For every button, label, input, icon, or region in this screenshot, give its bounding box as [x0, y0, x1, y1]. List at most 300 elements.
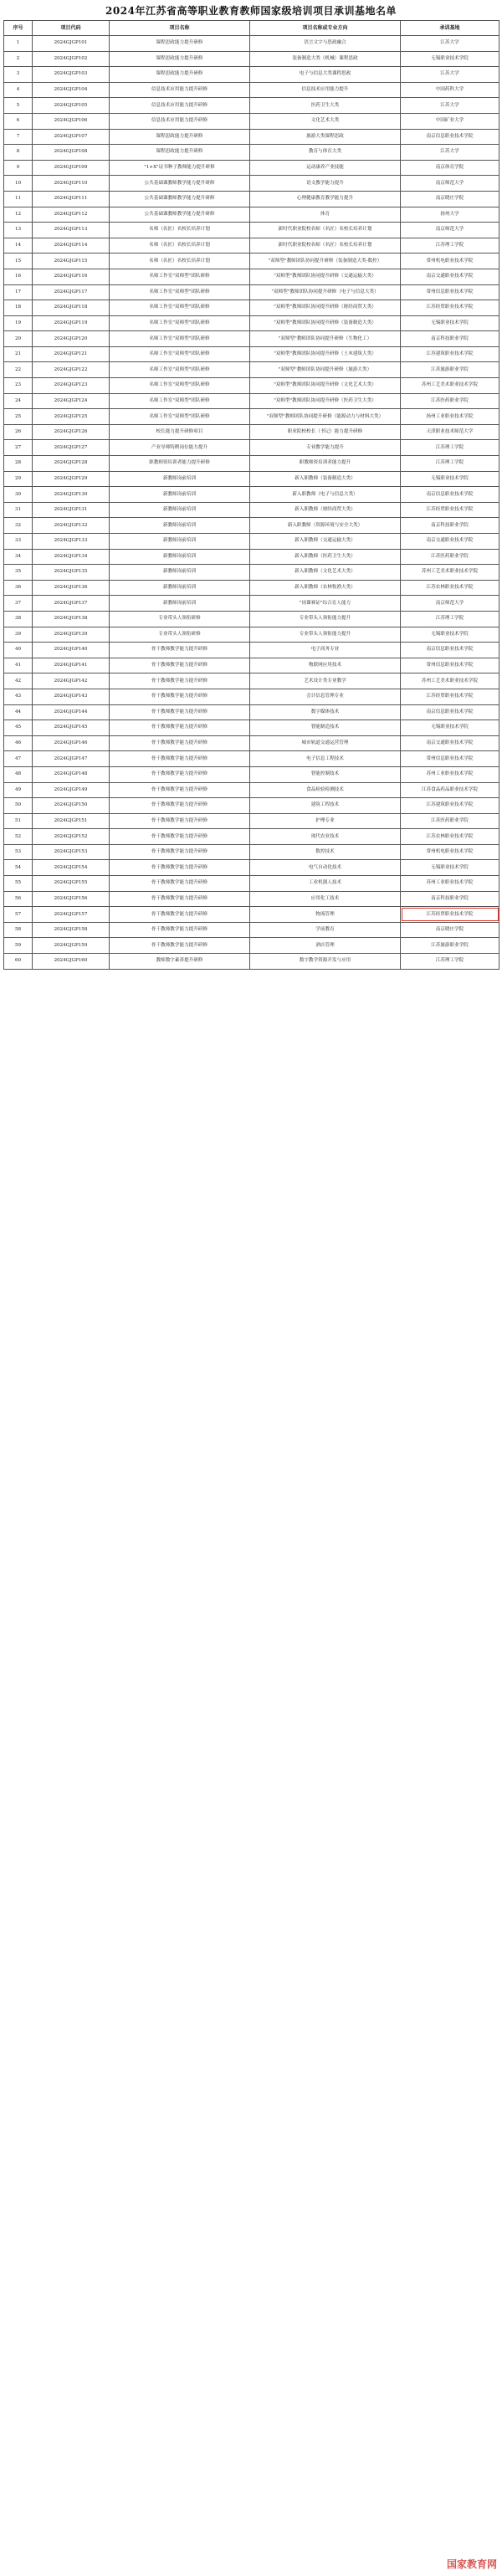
cell-base: 江苏建筑职业技术学院 — [401, 798, 499, 814]
table-row — [4, 518, 499, 534]
cell-base: 江苏大学 — [401, 36, 499, 52]
cell-direction: 城市轨道交通运营管理 — [250, 735, 401, 751]
cell-direction: 数字媒体技术 — [250, 704, 401, 720]
cell-code: 2024GJGP150 — [33, 798, 110, 814]
table-row — [4, 487, 499, 503]
table-row — [4, 751, 499, 767]
cell-base: 常州信息职业技术学院 — [401, 284, 499, 300]
cell-code: 2024GJGP157 — [33, 907, 110, 923]
cell-index: 12 — [4, 207, 33, 223]
cell-project: 骨干教师教学能力提升研修 — [110, 673, 250, 689]
cell-index: 32 — [4, 518, 33, 534]
table-row — [4, 549, 499, 565]
cell-project: 新教师岗前培训 — [110, 534, 250, 550]
table-row — [4, 658, 499, 673]
cell-base: 南京师范大学 — [401, 176, 499, 192]
cell-index: 41 — [4, 658, 33, 673]
table-row — [4, 160, 499, 176]
cell-code: 2024GJGP137 — [33, 596, 110, 612]
cell-project: 名师工作室"双师型"团队研修 — [110, 331, 250, 347]
cell-base: 江苏经贸职业技术学院 — [401, 300, 499, 316]
cell-direction: 新入职教师（装备制造大类） — [250, 471, 401, 487]
cell-index: 46 — [4, 735, 33, 751]
table-row — [4, 456, 499, 472]
table-row — [4, 36, 499, 52]
cell-project: 新教师岗前培训 — [110, 565, 250, 581]
cell-code: 2024GJGP129 — [33, 471, 110, 487]
cell-direction: "双师型"教师团队协同提升研修（交通运输大类） — [250, 269, 401, 284]
cell-project: 课程思政能力提升研修 — [110, 129, 250, 145]
cell-code: 2024GJGP126 — [33, 424, 110, 440]
cell-index: 29 — [4, 471, 33, 487]
table-row — [4, 346, 499, 362]
table-header-row — [4, 21, 499, 36]
cell-index: 21 — [4, 346, 33, 362]
cell-index: 4 — [4, 82, 33, 98]
cell-direction: 新时代职业院校名师（名匠）名校长培养计划 — [250, 238, 401, 254]
cell-index: 30 — [4, 487, 33, 503]
table-row — [4, 331, 499, 347]
cell-index: 5 — [4, 98, 33, 114]
cell-code: 2024GJGP140 — [33, 643, 110, 658]
cell-index: 37 — [4, 596, 33, 612]
cell-code: 2024GJGP138 — [33, 611, 110, 627]
cell-base: 江苏医药职业学院 — [401, 393, 499, 409]
cell-base: 江苏医药职业学院 — [401, 549, 499, 565]
cell-direction: "双师型"教师团队协同提升研修（旅游大类） — [250, 362, 401, 378]
cell-code: 2024GJGP115 — [33, 254, 110, 269]
cell-project: 骨干教师教学能力提升研修 — [110, 782, 250, 798]
cell-index: 24 — [4, 393, 33, 409]
table-row — [4, 145, 499, 161]
cell-code: 2024GJGP130 — [33, 487, 110, 503]
table-row — [4, 565, 499, 581]
table-row — [4, 378, 499, 394]
cell-index: 17 — [4, 284, 33, 300]
cell-project: 新教师岗前培训 — [110, 487, 250, 503]
cell-index: 3 — [4, 67, 33, 83]
table-row — [4, 844, 499, 860]
table-row — [4, 643, 499, 658]
cell-base: 苏州工业职业技术学院 — [401, 766, 499, 782]
table-row — [4, 113, 499, 129]
cell-code: 2024GJGP128 — [33, 456, 110, 472]
cell-base: 江苏大学 — [401, 145, 499, 161]
cell-project: 课程思政能力提升研修 — [110, 145, 250, 161]
table-row — [4, 876, 499, 892]
cell-index: 47 — [4, 751, 33, 767]
table-row — [4, 471, 499, 487]
cell-index: 8 — [4, 145, 33, 161]
cell-project: 名师（名匠）名校长培养计划 — [110, 254, 250, 269]
cell-index: 20 — [4, 331, 33, 347]
cell-base: 江苏医药职业学院 — [401, 813, 499, 829]
cell-direction: 职业院校校长（书记）能力提升研修 — [250, 424, 401, 440]
table-row — [4, 611, 499, 627]
cell-base: 无锡职业技术学院 — [401, 51, 499, 67]
table-row — [4, 922, 499, 938]
cell-direction: "双师型"教师团队协同提升研修（装备制造大类） — [250, 315, 401, 331]
cell-code: 2024GJGP118 — [33, 300, 110, 316]
cell-code: 2024GJGP102 — [33, 51, 110, 67]
cell-code: 2024GJGP110 — [33, 176, 110, 192]
cell-base: 江苏农林职业技术学院 — [401, 829, 499, 845]
cell-direction: "双师型"教师团队协同提升研修（电子与信息大类） — [250, 284, 401, 300]
cell-base: 苏州工艺美术职业技术学院 — [401, 565, 499, 581]
cell-code: 2024GJGP116 — [33, 269, 110, 284]
cell-code: 2024GJGP144 — [33, 704, 110, 720]
cell-index: 44 — [4, 704, 33, 720]
cell-base: 南京晓庄学院 — [401, 191, 499, 207]
table-row — [4, 813, 499, 829]
cell-base: 南京师范大学 — [401, 223, 499, 238]
cell-project: 新教师岗前培训 — [110, 549, 250, 565]
cell-index: 57 — [4, 907, 33, 923]
table-row — [4, 627, 499, 643]
cell-project: 名师工作室"双师型"团队研修 — [110, 362, 250, 378]
cell-code: 2024GJGP103 — [33, 67, 110, 83]
cell-base: 江苏旅游职业学院 — [401, 362, 499, 378]
table-row — [4, 735, 499, 751]
cell-index: 10 — [4, 176, 33, 192]
cell-project: 骨干教师教学能力提升研修 — [110, 720, 250, 736]
cell-index: 52 — [4, 829, 33, 845]
table-row — [4, 98, 499, 114]
cell-code: 2024GJGP159 — [33, 938, 110, 954]
cell-project: 课程思政能力提升研修 — [110, 51, 250, 67]
cell-code: 2024GJGP139 — [33, 627, 110, 643]
cell-base: 南京交通职业技术学院 — [401, 269, 499, 284]
cell-direction: 食品检验检测技术 — [250, 782, 401, 798]
cell-project: "1+X"证书种子教师能力提升研修 — [110, 160, 250, 176]
table-row — [4, 51, 499, 67]
cell-index: 25 — [4, 409, 33, 425]
cell-direction: 酒店管理 — [250, 938, 401, 954]
cell-base: 无锡职业技术学院 — [401, 860, 499, 876]
cell-index: 34 — [4, 549, 33, 565]
cell-direction: 专业带头人领衔能力提升 — [250, 611, 401, 627]
cell-direction: 会计信息管理专业 — [250, 689, 401, 704]
cell-code: 2024GJGP131 — [33, 502, 110, 518]
table-row — [4, 424, 499, 440]
col-header-code: 项目代码 — [33, 21, 110, 36]
cell-project: 信息技术应用能力提升研修 — [110, 113, 250, 129]
cell-base: 南京信息职业技术学院 — [401, 129, 499, 145]
cell-base: 江苏理工学院 — [401, 954, 499, 970]
table-row — [4, 938, 499, 954]
cell-base: 南京信息职业技术学院 — [401, 643, 499, 658]
cell-code: 2024GJGP120 — [33, 331, 110, 347]
cell-direction: 信息技术应用能力提升 — [250, 82, 401, 98]
cell-project: 新教师岗前培训 — [110, 596, 250, 612]
cell-direction: 运动康养产业技能 — [250, 160, 401, 176]
cell-direction: 数控技术 — [250, 844, 401, 860]
cell-project: 名师工作室"双师型"团队研修 — [110, 315, 250, 331]
cell-direction: "双师型"教师团队协同提升研修（文化艺术大类） — [250, 378, 401, 394]
cell-direction: 电气自动化技术 — [250, 860, 401, 876]
cell-direction: 建筑工程技术 — [250, 798, 401, 814]
cell-index: 38 — [4, 611, 33, 627]
table-row — [4, 82, 499, 98]
cell-direction: 电子信息工程技术 — [250, 751, 401, 767]
cell-code: 2024GJGP156 — [33, 891, 110, 907]
table-row — [4, 315, 499, 331]
cell-code: 2024GJGP125 — [33, 409, 110, 425]
cell-base: 江苏理工学院 — [401, 440, 499, 456]
cell-index: 55 — [4, 876, 33, 892]
cell-direction: 物流管理 — [250, 907, 401, 923]
table-row — [4, 673, 499, 689]
cell-project: 公共基础课教师教学能力提升研修 — [110, 176, 250, 192]
cell-base: 南京信息职业技术学院 — [401, 487, 499, 503]
cell-code: 2024GJGP123 — [33, 378, 110, 394]
col-header-index: 序号 — [4, 21, 33, 36]
table-row — [4, 176, 499, 192]
cell-project: 名师工作室"双师型"团队研修 — [110, 269, 250, 284]
cell-index: 51 — [4, 813, 33, 829]
cell-base: 常州机电职业技术学院 — [401, 254, 499, 269]
cell-index: 31 — [4, 502, 33, 518]
cell-base: 江苏食品药品职业技术学院 — [401, 782, 499, 798]
cell-project: 骨干教师教学能力提升研修 — [110, 798, 250, 814]
cell-base: 江苏农林职业技术学院 — [401, 580, 499, 596]
cell-base: 江苏经贸职业技术学院 — [401, 907, 499, 923]
cell-project: 骨干教师教学能力提升研修 — [110, 860, 250, 876]
cell-project: 教师数字素养提升研修 — [110, 954, 250, 970]
cell-code: 2024GJGP133 — [33, 534, 110, 550]
cell-index: 60 — [4, 954, 33, 970]
cell-code: 2024GJGP135 — [33, 565, 110, 581]
cell-direction: "双师型"教师团队协同提升研修（财经商贸大类） — [250, 300, 401, 316]
cell-project: 专业带头人领衔研修 — [110, 611, 250, 627]
cell-direction: 新入职教师（电子与信息大类） — [250, 487, 401, 503]
table-row — [4, 782, 499, 798]
cell-direction: 新入职教师（财经商贸大类） — [250, 502, 401, 518]
cell-index: 9 — [4, 160, 33, 176]
cell-code: 2024GJGP114 — [33, 238, 110, 254]
cell-base: 江苏经贸职业技术学院 — [401, 689, 499, 704]
cell-base: 无锡职业技术学院 — [401, 315, 499, 331]
cell-direction: 新入职教师（文化艺术大类） — [250, 565, 401, 581]
cell-project: 名师（名匠）名校长培养计划 — [110, 223, 250, 238]
cell-direction: "双师型"教师团队协同提升研修（生物化工） — [250, 331, 401, 347]
cell-index: 50 — [4, 798, 33, 814]
cell-project: 名师（名匠）名校长培养计划 — [110, 238, 250, 254]
cell-base: 无锡职业技术学院 — [401, 471, 499, 487]
cell-base: 南京交通职业技术学院 — [401, 735, 499, 751]
table-row — [4, 720, 499, 736]
cell-code: 2024GJGP127 — [33, 440, 110, 456]
cell-direction: "岗课赛证"综合育人能力 — [250, 596, 401, 612]
table-row — [4, 954, 499, 970]
cell-index: 23 — [4, 378, 33, 394]
cell-project: 信息技术应用能力提升研修 — [110, 82, 250, 98]
cell-index: 11 — [4, 191, 33, 207]
cell-index: 59 — [4, 938, 33, 954]
cell-code: 2024GJGP136 — [33, 580, 110, 596]
cell-base: 江苏经贸职业技术学院 — [401, 502, 499, 518]
cell-project: 名师工作室"双师型"团队研修 — [110, 378, 250, 394]
cell-project: 骨干教师教学能力提升研修 — [110, 876, 250, 892]
cell-index: 2 — [4, 51, 33, 67]
cell-base: 南京信息职业技术学院 — [401, 704, 499, 720]
cell-direction: 教育与体育大类 — [250, 145, 401, 161]
cell-base: 江苏理工学院 — [401, 611, 499, 627]
cell-direction: 学前教育 — [250, 922, 401, 938]
cell-project: 名师工作室"双师型"团队研修 — [110, 300, 250, 316]
cell-index: 56 — [4, 891, 33, 907]
cell-code: 2024GJGP121 — [33, 346, 110, 362]
cell-direction: 专业带头人领衔能力提升 — [250, 627, 401, 643]
table-row — [4, 269, 499, 284]
cell-code: 2024GJGP147 — [33, 751, 110, 767]
cell-direction: 护理专业 — [250, 813, 401, 829]
cell-project: 骨干教师教学能力提升研修 — [110, 704, 250, 720]
cell-base: 江苏理工学院 — [401, 456, 499, 472]
cell-direction: 语文教学能力提升 — [250, 176, 401, 192]
cell-project: 公共基础课教师教学能力提升研修 — [110, 191, 250, 207]
cell-project: 新教师岗前培训 — [110, 518, 250, 534]
cell-code: 2024GJGP141 — [33, 658, 110, 673]
cell-index: 16 — [4, 269, 33, 284]
cell-direction: 数字教学资源开发与应用 — [250, 954, 401, 970]
cell-code: 2024GJGP119 — [33, 315, 110, 331]
cell-direction: 旅游大类课程思政 — [250, 129, 401, 145]
project-table — [3, 20, 499, 970]
cell-base: 无锡职业技术学院 — [401, 720, 499, 736]
cell-direction: 心理健康教育教学能力提升 — [250, 191, 401, 207]
cell-project: 骨干教师教学能力提升研修 — [110, 751, 250, 767]
cell-index: 58 — [4, 922, 33, 938]
cell-index: 7 — [4, 129, 33, 145]
table-row — [4, 284, 499, 300]
cell-code: 2024GJGP117 — [33, 284, 110, 300]
cell-direction: 职教师资培训者能力提升 — [250, 456, 401, 472]
cell-index: 48 — [4, 766, 33, 782]
cell-project: 专业带头人领衔研修 — [110, 627, 250, 643]
cell-index: 43 — [4, 689, 33, 704]
cell-code: 2024GJGP109 — [33, 160, 110, 176]
cell-index: 49 — [4, 782, 33, 798]
table-row — [4, 207, 499, 223]
cell-project: 骨干教师教学能力提升研修 — [110, 766, 250, 782]
cell-code: 2024GJGP148 — [33, 766, 110, 782]
cell-direction: 新入职教师（农林牧渔大类） — [250, 580, 401, 596]
cell-index: 18 — [4, 300, 33, 316]
cell-code: 2024GJGP154 — [33, 860, 110, 876]
table-row — [4, 393, 499, 409]
col-header-base: 承训基地 — [401, 21, 499, 36]
cell-direction: "双师型"教师团队协同提升研修（装备制造大类-数控） — [250, 254, 401, 269]
cell-direction: 新入职教师（资源环境与安全大类） — [250, 518, 401, 534]
cell-index: 40 — [4, 643, 33, 658]
cell-code: 2024GJGP134 — [33, 549, 110, 565]
table-row — [4, 907, 499, 923]
cell-index: 13 — [4, 223, 33, 238]
col-header-project: 项目名称 — [110, 21, 250, 36]
cell-base: 江苏理工学院 — [401, 238, 499, 254]
cell-project: 骨干教师教学能力提升研修 — [110, 891, 250, 907]
cell-code: 2024GJGP107 — [33, 129, 110, 145]
table-row — [4, 689, 499, 704]
cell-code: 2024GJGP158 — [33, 922, 110, 938]
cell-base: 江苏旅游职业学院 — [401, 938, 499, 954]
table-row — [4, 191, 499, 207]
cell-base: 扬州大学 — [401, 207, 499, 223]
cell-code: 2024GJGP122 — [33, 362, 110, 378]
cell-base: 苏州工艺美术职业技术学院 — [401, 378, 499, 394]
col-header-direction: 项目名称或专业方向 — [250, 21, 401, 36]
cell-code: 2024GJGP104 — [33, 82, 110, 98]
cell-base: 天津职业技术师范大学 — [401, 424, 499, 440]
cell-direction: 智能制造技术 — [250, 720, 401, 736]
cell-index: 26 — [4, 424, 33, 440]
cell-project: 校长能力提升研修项目 — [110, 424, 250, 440]
cell-code: 2024GJGP124 — [33, 393, 110, 409]
cell-project: 新教师岗前培训 — [110, 502, 250, 518]
cell-direction: 新时代职业院校名师（名匠）名校长培养计划 — [250, 223, 401, 238]
cell-code: 2024GJGP160 — [33, 954, 110, 970]
table-row — [4, 440, 499, 456]
cell-index: 14 — [4, 238, 33, 254]
table-row — [4, 223, 499, 238]
cell-base: 常州机电职业技术学院 — [401, 844, 499, 860]
cell-code: 2024GJGP145 — [33, 720, 110, 736]
cell-project: 骨干教师教学能力提升研修 — [110, 907, 250, 923]
cell-base: 南京科技职业学院 — [401, 518, 499, 534]
cell-project: 新教师岗前培训 — [110, 580, 250, 596]
cell-code: 2024GJGP105 — [33, 98, 110, 114]
cell-project: 骨干教师教学能力提升研修 — [110, 844, 250, 860]
table-row — [4, 238, 499, 254]
cell-code: 2024GJGP101 — [33, 36, 110, 52]
cell-project: 骨干教师教学能力提升研修 — [110, 643, 250, 658]
table-row — [4, 67, 499, 83]
cell-base: 南京体育学院 — [401, 160, 499, 176]
cell-index: 15 — [4, 254, 33, 269]
table-row — [4, 596, 499, 612]
cell-project: 骨干教师教学能力提升研修 — [110, 735, 250, 751]
cell-project: 骨干教师教学能力提升研修 — [110, 829, 250, 845]
cell-base: 南京科技职业学院 — [401, 891, 499, 907]
cell-base: 南京师范大学 — [401, 596, 499, 612]
cell-project: 课程思政能力提升研修 — [110, 36, 250, 52]
cell-base: 南京交通职业技术学院 — [401, 534, 499, 550]
cell-direction: 装备制造大类（机械）课程思政 — [250, 51, 401, 67]
cell-project: 名师工作室"双师型"团队研修 — [110, 284, 250, 300]
table-row — [4, 891, 499, 907]
cell-direction: 专业教学能力提升 — [250, 440, 401, 456]
table-row — [4, 580, 499, 596]
cell-base: 苏州工业职业技术学院 — [401, 876, 499, 892]
cell-direction: 电子商务专业 — [250, 643, 401, 658]
cell-direction: 新入职教师（医药卫生大类） — [250, 549, 401, 565]
cell-base: 常州信息职业技术学院 — [401, 751, 499, 767]
cell-code: 2024GJGP146 — [33, 735, 110, 751]
cell-base: 扬州工业职业技术学院 — [401, 409, 499, 425]
cell-base: 无锡职业技术学院 — [401, 627, 499, 643]
cell-index: 42 — [4, 673, 33, 689]
cell-code: 2024GJGP142 — [33, 673, 110, 689]
cell-project: 课程思政能力提升研修 — [110, 67, 250, 83]
cell-code: 2024GJGP152 — [33, 829, 110, 845]
cell-direction: 工业机器人技术 — [250, 876, 401, 892]
cell-index: 36 — [4, 580, 33, 596]
table-row — [4, 254, 499, 269]
cell-base: 江苏大学 — [401, 98, 499, 114]
cell-base: 中国矿业大学 — [401, 113, 499, 129]
cell-code: 2024GJGP111 — [33, 191, 110, 207]
